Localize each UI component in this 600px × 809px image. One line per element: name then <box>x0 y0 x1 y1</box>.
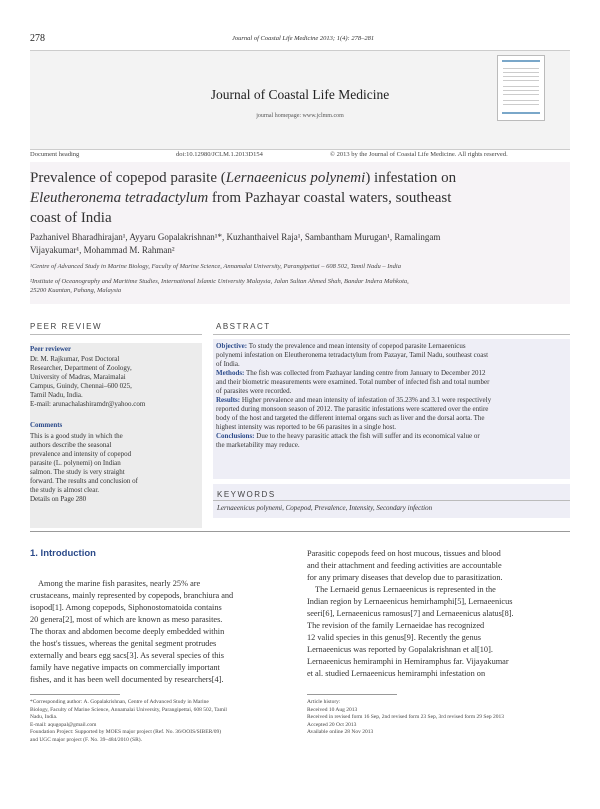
peer-review-header: PEER REVIEW <box>30 322 103 331</box>
abstract-box <box>213 339 570 479</box>
peer-review-box <box>30 343 202 528</box>
intro-right-column: Parasitic copepods feed on host mucous, tissues and blood and their attachment and feeding activities are accountable for any primary diseases that develop due to parasitization. The Lernaeid genus Lernaeenicus is represented in the Indian region by Lernaeenicus hemirhamphi[5], Lernaeenicus seeri[6], Lernaeenicus ramosus[7] and Lernaeenicus alatus[8]. The revision of the family Lernaeidae has recognized 12 valid species in this genus[9]. Recently the genus Lernaeenicus was reported by Gopalakrishnan et al[10]. Lernaeenicus hemiramphi in Hemiramphus far. Vijayakumar et al. studied Lernaeenicus hemiramphi infestation on <box>307 549 514 678</box>
footnote-divider <box>307 694 397 695</box>
keywords-text: Lernaeenicus polynemi, Copepod, Prevalence, Intensity, Secondary infection <box>217 504 433 512</box>
affiliation-2: ²Institute of Oceanography and Maritime Studies, International Islamic University Malaysia, Jalan Sultan Ahmed Shah, Bandar Indera Mahkota, 25200 Kuantan, Pahang, Malaysia <box>30 278 409 294</box>
copyright: © 2013 by the Journal of Coastal Life Medicine. All rights reserved. <box>330 151 508 158</box>
journal-cover-thumbnail <box>497 55 545 121</box>
author-list: Pazhanivel Bharadhirajan¹, Ayyaru Gopalakrishnan¹*, Kuzhanthaivel Raja¹, Sambantham Murugan¹, Ramalingam Vijayakumar¹, Mohammad M. Rahman² <box>30 232 441 255</box>
divider <box>30 334 202 335</box>
abstract-text: Objective: To study the prevalence and mean intensity of copepod parasite Lernaeenicus polynemi infestation on Eleutheronema tetradactylum from Pazayar, Tamil Nadu, southeast coast of India. Methods: The fish was collected from Pazhayar landing centre from January to December 2012 and their biometric measurements were examined. Total number of infected fish and total number of parasites were recorded. Results: Higher prevalence and mean intensity of infestation of 35.23% and 3.1 were respectively reported during monsoon season of 2012. The parasitic infestations were scattered over the entire body of the host and targeted the different internal organs such as liver and the dorsal aorta. The highest intensity was reported to be 66 parasites in a single host. Conclusions: Due to the heavy parasitic attack the fish will suffer and its economical value or the marketability may reduce. <box>216 342 492 449</box>
article-title: Prevalence of copepod parasite (Lernaeenicus polynemi) infestation on Eleutheronema tetradactylum from Pazhayar coastal waters, southeast coast of India <box>30 170 457 226</box>
keywords-box <box>213 484 570 518</box>
section-heading-introduction: 1. Introduction <box>30 548 96 559</box>
keywords-header: KEYWORDS <box>217 490 276 499</box>
journal-title: Journal of Coastal Life Medicine <box>210 87 390 102</box>
running-head: Journal of Coastal Life Medicine 2013; 1(4): 278–281 <box>232 35 375 42</box>
comments-text: This is a good study in which the authors describe the seasonal prevalence and intensity of copepod parasite (L. polynemi) on Indian salmon. The study is very straight forward. The results and conclusion of the study is almost clear. Details on Page 280 <box>30 432 138 503</box>
divider <box>213 500 570 501</box>
article-history: Article history: Received 10 Aug 2013 Received in revised form 16 Sep, 2nd revised form 23 Sep, 3rd revised form 29 Sep 2013 Accepted 20 Oct 2013 Available online 28 Nov 2013 <box>307 699 505 735</box>
divider <box>213 334 570 335</box>
comments-label: Comments <box>30 421 63 429</box>
footnote-divider <box>30 694 120 695</box>
peer-reviewer-label: Peer reviewer <box>30 345 72 353</box>
abstract-header: ABSTRACT <box>216 322 271 331</box>
peer-reviewer-details: Dr. M. Rajkumar, Post Doctoral Researcher, Department of Zoology, University of Madras, Maraimalai Campus, Guindy, Chennai–600 025, Tamil Nadu, India. E-mail: arunachalashiramdr@yahoo.com <box>30 355 146 408</box>
journal-homepage: journal homepage: www.jclmm.com <box>256 113 344 119</box>
page-number: 278 <box>30 33 45 44</box>
divider <box>30 531 570 532</box>
intro-left-column: Among the marine fish parasites, nearly 25% are crustaceans, mainly represented by copepods, branchiura and isopod[1]. Among copepods, Siphonostomatoida contains 20 genera[2], most of which are known as meso parasites. The thorax and abdomen become deeply embedded within the host's tissues, whereas the genital segment protrudes externally and bears egg sacs[3]. As several species of this family have negative impacts on commercially important fishes, and it has been well documented by researchers[4]. <box>30 579 234 684</box>
doi: doi:10.12980/JCLM.1.2013D154 <box>176 151 263 158</box>
document-heading-label: Document heading <box>30 151 80 158</box>
footnote-corresponding-author: *Corresponding author: A. Gopalakrishnan, Centre of Advanced Study in Marine Biology, Faculty of Marine Science, Annamalai University, Parangipettai, 608 502, Tamil Nadu, India. E-mail: aqugopal@gmail.com Foundation Project: Supported by MOES major project (Ref. No. 36/OOIS/SIBER/09) and UGC major project (F. No. 39–484/2010 (SR). <box>30 699 227 743</box>
affiliation-1: ¹Centre of Advanced Study in Marine Biology, Faculty of Marine Science, Annamalai University, Parangipettai – 608 502, Tamil Nadu – India <box>30 263 401 270</box>
journal-banner <box>30 50 570 150</box>
